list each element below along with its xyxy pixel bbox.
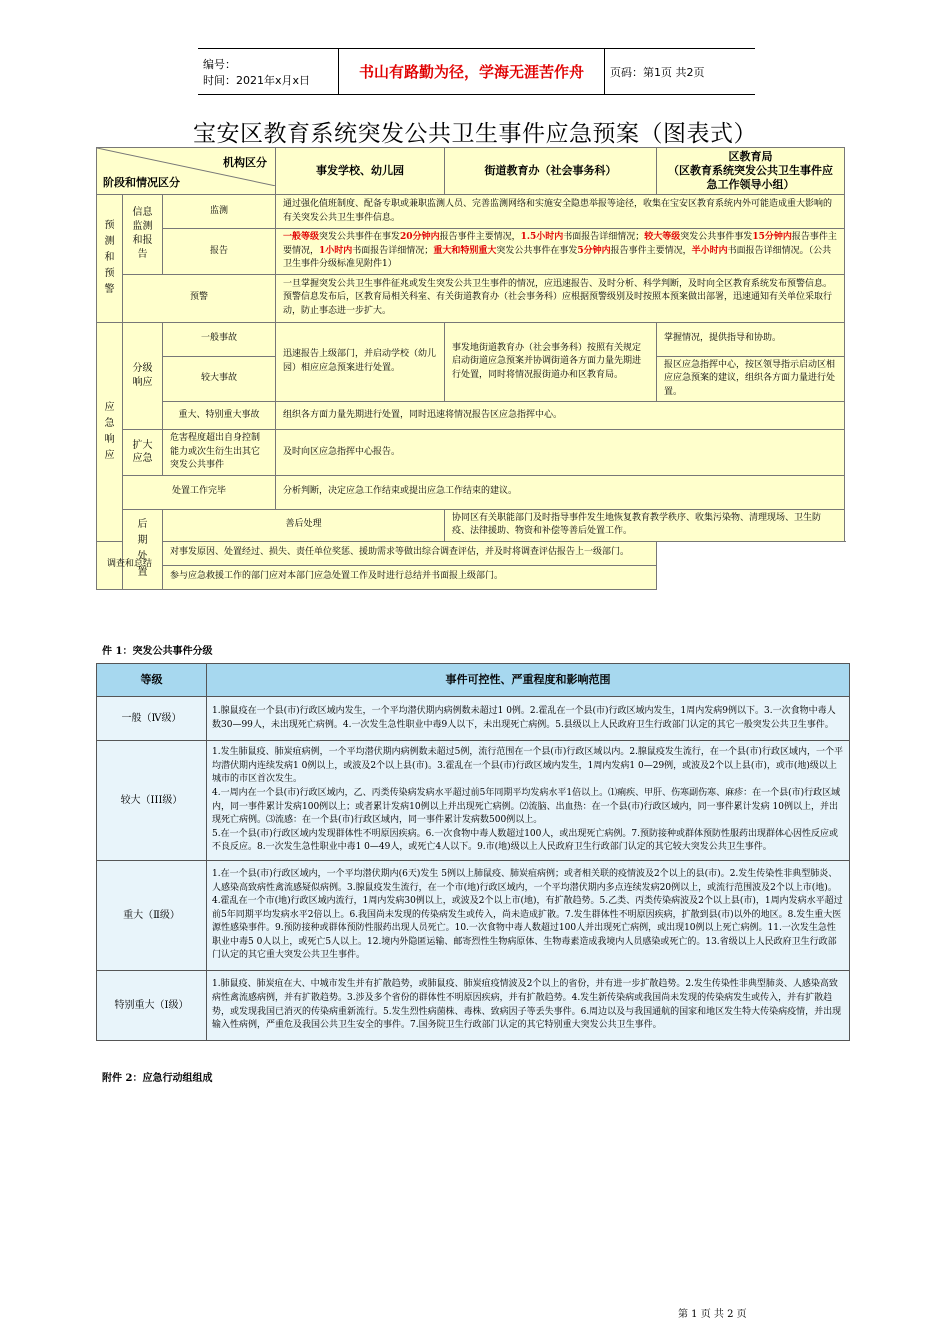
district-larger-text: 报区应急指挥中心，按区领导指示启动区相应应急预案的建议，组织各方面力量进行处置。 — [657, 356, 845, 402]
page-title: 宝安区教育系统突发公共卫生事件应急预案（图表式） — [193, 121, 757, 147]
level-cell: 特别重大（Ⅰ级） — [97, 971, 207, 1041]
investigate-label: 调查和总结 — [97, 541, 163, 589]
col-street: 街道教育办（社会事务科） — [445, 148, 657, 195]
table-row — [97, 861, 850, 971]
aftermath-label: 善后处理 — [163, 509, 445, 541]
level-cell: 较大（III级） — [97, 741, 207, 861]
investigate-text-1: 对事发原因、处置经过、损失、责任单位奖惩、援助需求等做出综合调查评估，并及时将调查评估报告上一级部门。 — [163, 541, 657, 565]
expand-condition: 危害程度超出自身控制能力或次生衍生出其它突发公共事件 — [163, 430, 276, 476]
monitor-label: 监测 — [163, 195, 276, 229]
larger-event-label: 较大事故 — [163, 356, 276, 402]
major-event-text: 组织各方面力量先期进行处置，同时迅速将情况报告区应急指挥中心。 — [276, 402, 845, 430]
info-monitor-report: 信息 监测 和报 告 — [123, 195, 163, 275]
level-cell: 一般（Ⅳ级） — [97, 697, 207, 741]
scope-cell: 1.腺鼠疫在一个县(市)行政区域内发生，一个平均潜伏期内病例数未超过1 0例。2.霍乱在一个县(市)行政区域内发生，1周内发病9例以下。3.一次食物中毒人数30—99人，未出现死亡病例。4.一次发生急性职业中毒9人以下，未出现死亡病例。5.县级以上人民政府卫生行政部门认定的其它一般突发公共卫生事件。 — [207, 697, 850, 741]
table-row — [97, 971, 850, 1041]
finish-text: 分析判断，决定应急工作结束或提出应急工作结束的建议。 — [276, 475, 845, 509]
attachment1-title: 件 1：突发公共事件分级 — [102, 646, 213, 657]
header-diagonal-cell — [97, 148, 276, 195]
major-event-label: 重大、特别重大事故 — [163, 402, 276, 430]
time-label: 时间：2021年x月x日 — [203, 73, 311, 87]
stage-header: 阶段和情况区分 — [103, 175, 180, 189]
finish-label: 处置工作完毕 — [123, 475, 276, 509]
level-cell: 重大（Ⅱ级） — [97, 861, 207, 971]
scope-cell: 1.肺鼠疫、肺炭疽在大、中城市发生并有扩散趋势，或肺鼠疫、肺炭疽疫情波及2个以上的省份，并有进一步扩散趋势。2.发生传染性非典型肺炎、人感染高致病性禽流感病例，并有扩散趋势。3.涉及多个省份的群体性不明原因疾病，并有扩散趋势。4.发生新传染病或我国尚未发现的传染病发生或传入，并有扩散趋势，或发现我国已消灭的传染病重新流行。5.发生烈性病菌株、毒株、致病因子等丢失事件。6.周边以及与我国通航的国家和地区发生特大传染病疫情，并出现输入性病例，严重危及我国公共卫生安全的事件。7.国务院卫生行政部门认定的其它特别重大突发公共卫生事件。 — [207, 971, 850, 1041]
event-grading-table — [96, 663, 850, 1041]
aftermath-text: 协同区有关职能部门及时指导事件发生地恢复教育教学秩序、收集污染物、清理现场、卫生防疫、法律援助、物资和补偿等善后处置工作。 — [445, 509, 845, 541]
district-general-text: 掌握情况，提供指导和协助。 — [657, 322, 845, 356]
stage-after: 后 期 处 置 — [123, 509, 163, 589]
street-general-text: 事发地街道教育办（社会事务科）按照有关规定启动街道应急预案并协调街道各方面力量先期进行处置，同时将情况报街道办和区教育局。 — [445, 322, 657, 402]
document-header — [198, 48, 755, 95]
stage-response: 应 急 响 应 — [97, 322, 123, 541]
number-label: 编号： — [203, 57, 236, 71]
col-district: 区教育局 （区教育系统突发公共卫生事件应急工作领导小组） — [657, 148, 845, 195]
stage-warning: 预 测 和 预 警 — [97, 195, 123, 323]
scope-cell: 1.在一个县(市)行政区域内，一个平均潜伏期内(6天)发生 5例以上肺鼠疫、肺炭疽病例；或者相关联的疫情波及2个以上的县(市)。2.发生传染性非典型肺炎、人感染高致病性禽流感疑似病例。3.腺鼠疫发生流行，在一个市(地)行政区域内，一个平均潜伏期内多点连续发病20例以上，或流行范围波及2个以上市(地)。4.霍乱在一个市(地)行政区域内流行，1周内发病30例以上，或波及2个以上市(地)，有扩散趋势。5.乙类、丙类传染病波及2个以上县(市)，1周内发病水平超过前5年同期平均发病水平2倍以上。6.我国尚未发现的传染病发生或传入，尚未造成扩散。7.发生群体性不明原因疾病，扩散到县(市)以外的地区。8.发生重大医源性感染事件。9.预防接种或群体预防性服药出现人员死亡。10.一次食物中毒人数超过100人并出现死亡病例，或出现10例以上死亡病例。11.一次发生急性职业中毒5 0人以上，或死亡5人以上。12.境内外隐匿运输、邮寄烈性生物病原体、生物毒素造成我境内人员感染或死亡的。13.省级以上人民政府卫生行政部门认定的其它重大突发公共卫生事件。 — [207, 861, 850, 971]
table-row — [97, 697, 850, 741]
org-header: 机构区分 — [223, 156, 268, 169]
header-meta — [198, 49, 339, 95]
col-level: 等级 — [97, 664, 207, 697]
col-scope: 事件可控性、严重程度和影响范围 — [207, 664, 850, 697]
page-footer: 第 1 页 共 2 页 — [678, 1309, 747, 1320]
expand-response: 扩大 应急 — [123, 430, 163, 476]
col-school: 事发学校、幼儿园 — [276, 148, 445, 195]
report-text: 一般等级突发公共事件在事发20分钟内报告事件主要情况，1.5小时内书面报告详细情况；较大等级突发公共事件事发15分钟内报告事件主要情况，1小时内书面报告详细情况；重大和特别重大突发公共事件在事发5分钟内报告事件主要情况，半小时内书面报告详细情况。（公共卫生事件分级标准见附件1） — [276, 229, 845, 275]
expand-text: 及时向区应急指挥中心报告。 — [276, 430, 845, 476]
scope-cell: 1.发生肺鼠疫、肺炭疽病例，一个平均潜伏期内病例数未超过5例，流行范围在一个县(市)行政区域以内。2.腺鼠疫发生流行，在一个县(市)行政区域内，一个平均潜伏期内连续发病1 0例以上，或波及2个以上县(市)。3.霍乱在一个县(市)行政区域内发生，1周内发病1 0—29例，或波及2个以上县(市)，或市(地)级以上城市的市区首次发生。 4.一周内在一个县(市)行政区域内，乙、丙类传染病发病水平超过前5年同期平均发病水平1倍以上。⑴痢疾、甲肝、伤寒副伤寒、麻疹：在一个县(市)行政区域内，同一事件累计发病100例以上；或者累计发病10例以上并出现死亡病例。⑵流脑、出血热：在一个县(市)行政区域内，同一事件累计发病 10例以上，并出现死亡病例。⑶流感：在一个县(市)行政区域内，同一事件累计发病数500例以上。 5.在一个县(市)行政区域内发现群体性不明原因疾病。6.一次食物中毒人数超过100人，或出现死亡病例。7.预防接种或群体预防性服药出现群体心因性反应或不良反应。8.一次发生急性职业中毒1 0—49人，或死亡4人以下。9.市(地)级以上人民政府卫生行政部门认定的其它较大突发公共卫生事件。 — [207, 741, 850, 861]
general-event-label: 一般事故 — [163, 322, 276, 356]
investigate-text-2: 参与应急救援工作的部门应对本部门应急处置工作及时进行总结并书面报上级部门。 — [163, 565, 657, 589]
emergency-plan-table — [96, 147, 845, 590]
page-label: 页码：第1页 共2页 — [610, 65, 705, 79]
motto: 书山有路勤为径，学海无涯苦作舟 — [339, 49, 605, 95]
monitor-text: 通过强化值班制度、配备专职或兼职监测人员、完善监测网络和实施安全隐患举报等途径，收集在宝安区教育系统内外可能造成重大影响的有关突发公共卫生事件信息。 — [276, 195, 845, 229]
school-general-text: 迅速报告上级部门，并启动学校（幼儿园）相应应急预案进行处置。 — [276, 322, 445, 402]
graded-response: 分级 响应 — [123, 322, 163, 430]
report-label: 报告 — [163, 229, 276, 275]
attachment2-title: 附件 2：应急行动组组成 — [102, 1073, 213, 1084]
prewarn-text: 一旦掌握突发公共卫生事件征兆或发生突发公共卫生事件的情况，应迅速报告、及时分析、科学判断，及时向全区教育系统发布预警信息。预警信息发布后，区教育局相关科室、有关街道教育办（社会事务科）应根据预警级别及时按照本预案做出部署，迅速通知有关单位采取行动，防止事态进一步扩大。 — [276, 274, 845, 322]
table-row — [97, 741, 850, 861]
prewarn-label: 预警 — [123, 274, 276, 322]
